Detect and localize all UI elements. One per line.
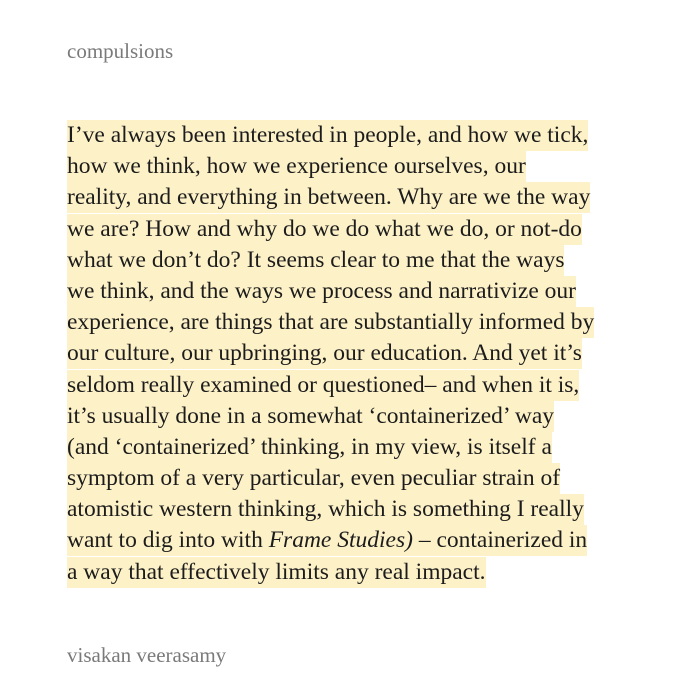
highlighted-text: experience, are things that are substantially informed by	[67, 307, 594, 338]
paragraph-line	[67, 276, 667, 307]
highlighted-text: atomistic western thinking, which is something I really	[67, 494, 584, 525]
highlighted-text: what we don’t do? It seems clear to me that the ways	[67, 245, 564, 276]
highlighted-text: we are? How and why do we do what we do, or not-do	[67, 214, 582, 245]
body-paragraph	[67, 120, 667, 588]
highlighted-text: symptom of a very particular, even peculiar strain of	[67, 463, 560, 494]
highlighted-text: we think, and the ways we process and narrativize our	[67, 276, 576, 307]
highlighted-text: how we think, how we experience ourselves, our	[67, 151, 526, 182]
highlighted-text: it’s usually done in a somewhat ‘containerized’ way	[67, 401, 554, 432]
paragraph-line	[67, 494, 667, 525]
paragraph-line	[67, 182, 667, 213]
paragraph-line	[67, 120, 667, 151]
line-text-after: containerized in	[430, 527, 588, 554]
paragraph-line	[67, 307, 667, 338]
highlighted-text	[67, 525, 587, 556]
line-text-before: want to dig into with	[67, 527, 269, 554]
highlighted-text: seldom really examined or questioned– and when it is,	[67, 370, 579, 401]
highlighted-text: a way that effectively limits any real impact.	[67, 557, 486, 588]
paragraph-line	[67, 151, 667, 182]
highlighted-text: (and ‘containerized’ thinking, in my view, is itself a	[67, 432, 552, 463]
paragraph-line	[67, 370, 667, 401]
paragraph-line	[67, 245, 667, 276]
document-title: compulsions	[67, 39, 174, 63]
paragraph-line	[67, 214, 667, 245]
highlighted-text: reality, and everything in between. Why are we the way	[67, 182, 590, 213]
author-name: visakan veerasamy	[67, 643, 227, 667]
paragraph-line	[67, 338, 667, 369]
paragraph-line	[67, 525, 667, 556]
paragraph-line	[67, 463, 667, 494]
italic-book-title: Frame Studies) –	[268, 527, 431, 554]
paragraph-line	[67, 401, 667, 432]
highlighted-text: I’ve always been interested in people, and how we tick,	[67, 120, 588, 151]
highlighted-text: our culture, our upbringing, our education. And yet it’s	[67, 338, 582, 369]
paragraph-line	[67, 557, 667, 588]
paragraph-line	[67, 432, 667, 463]
